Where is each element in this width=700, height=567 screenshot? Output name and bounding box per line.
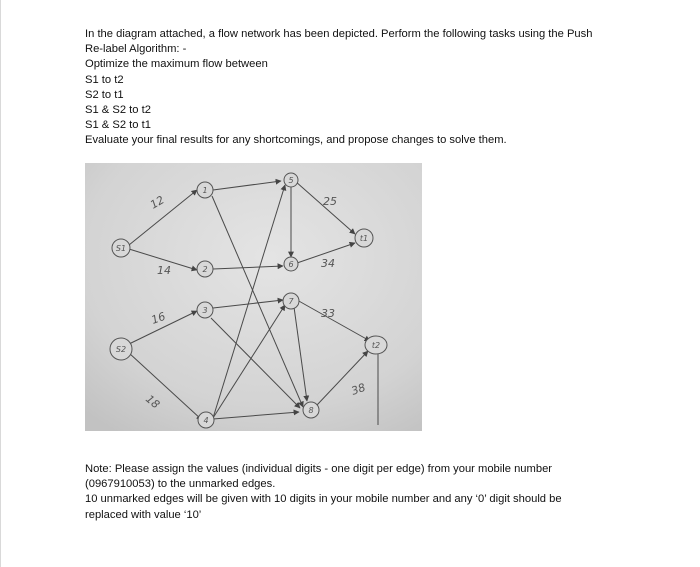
note-line-3: 10 unmarked edges will be given with 10 digits in your mobile number and any ‘0’ digit should be [85, 493, 562, 506]
node-label: S1 [115, 244, 127, 253]
node-label: 6 [288, 260, 294, 269]
task-item: S1 & S2 to t1 [85, 119, 151, 132]
evaluation-line: Evaluate your final results for any shortcomings, and propose changes to solve them. [85, 134, 507, 147]
note-line-1: Note: Please assign the values (individual digits - one digit per edge) from your mobile number [85, 463, 553, 475]
node-label: 4 [203, 416, 209, 425]
task-item: S1 to t2 [85, 73, 124, 86]
node-label: 7 [288, 297, 294, 306]
node-label: t1 [359, 234, 369, 243]
note-line-4: replaced with value ‘10’ [85, 508, 202, 521]
note-text [85, 462, 615, 523]
flow-network-photo [85, 163, 422, 431]
node-label: 3 [202, 306, 208, 315]
task-item: S2 to t1 [85, 88, 124, 101]
node-label: S2 [115, 345, 127, 354]
edge-label: 34 [321, 257, 335, 270]
intro-line-2: Re-label Algorithm: - [85, 43, 187, 56]
edge-label: 18 [143, 392, 163, 412]
edge-label: 14 [157, 264, 171, 277]
node-label: t2 [371, 341, 381, 350]
edge-label: 38 [349, 380, 368, 398]
intro-line-1: In the diagram attached, a flow network has been depicted. Perform the following tasks using the Push [85, 28, 593, 40]
node-label: 5 [288, 176, 294, 185]
intro-line-3: Optimize the maximum flow between [85, 58, 268, 71]
task-item: S1 & S2 to t2 [85, 104, 151, 117]
node-label: 1 [202, 186, 208, 195]
question-text [85, 27, 645, 149]
flow-network-diagram [85, 163, 422, 431]
edge-label: 33 [321, 307, 335, 320]
note-line-2: (0967910053) to the unmarked edges. [85, 478, 276, 491]
node-label: 2 [202, 265, 208, 274]
edge-label: 16 [149, 309, 168, 327]
edge-label: 12 [148, 193, 167, 212]
node-label: 8 [308, 406, 314, 415]
edge-label: 25 [323, 195, 337, 208]
